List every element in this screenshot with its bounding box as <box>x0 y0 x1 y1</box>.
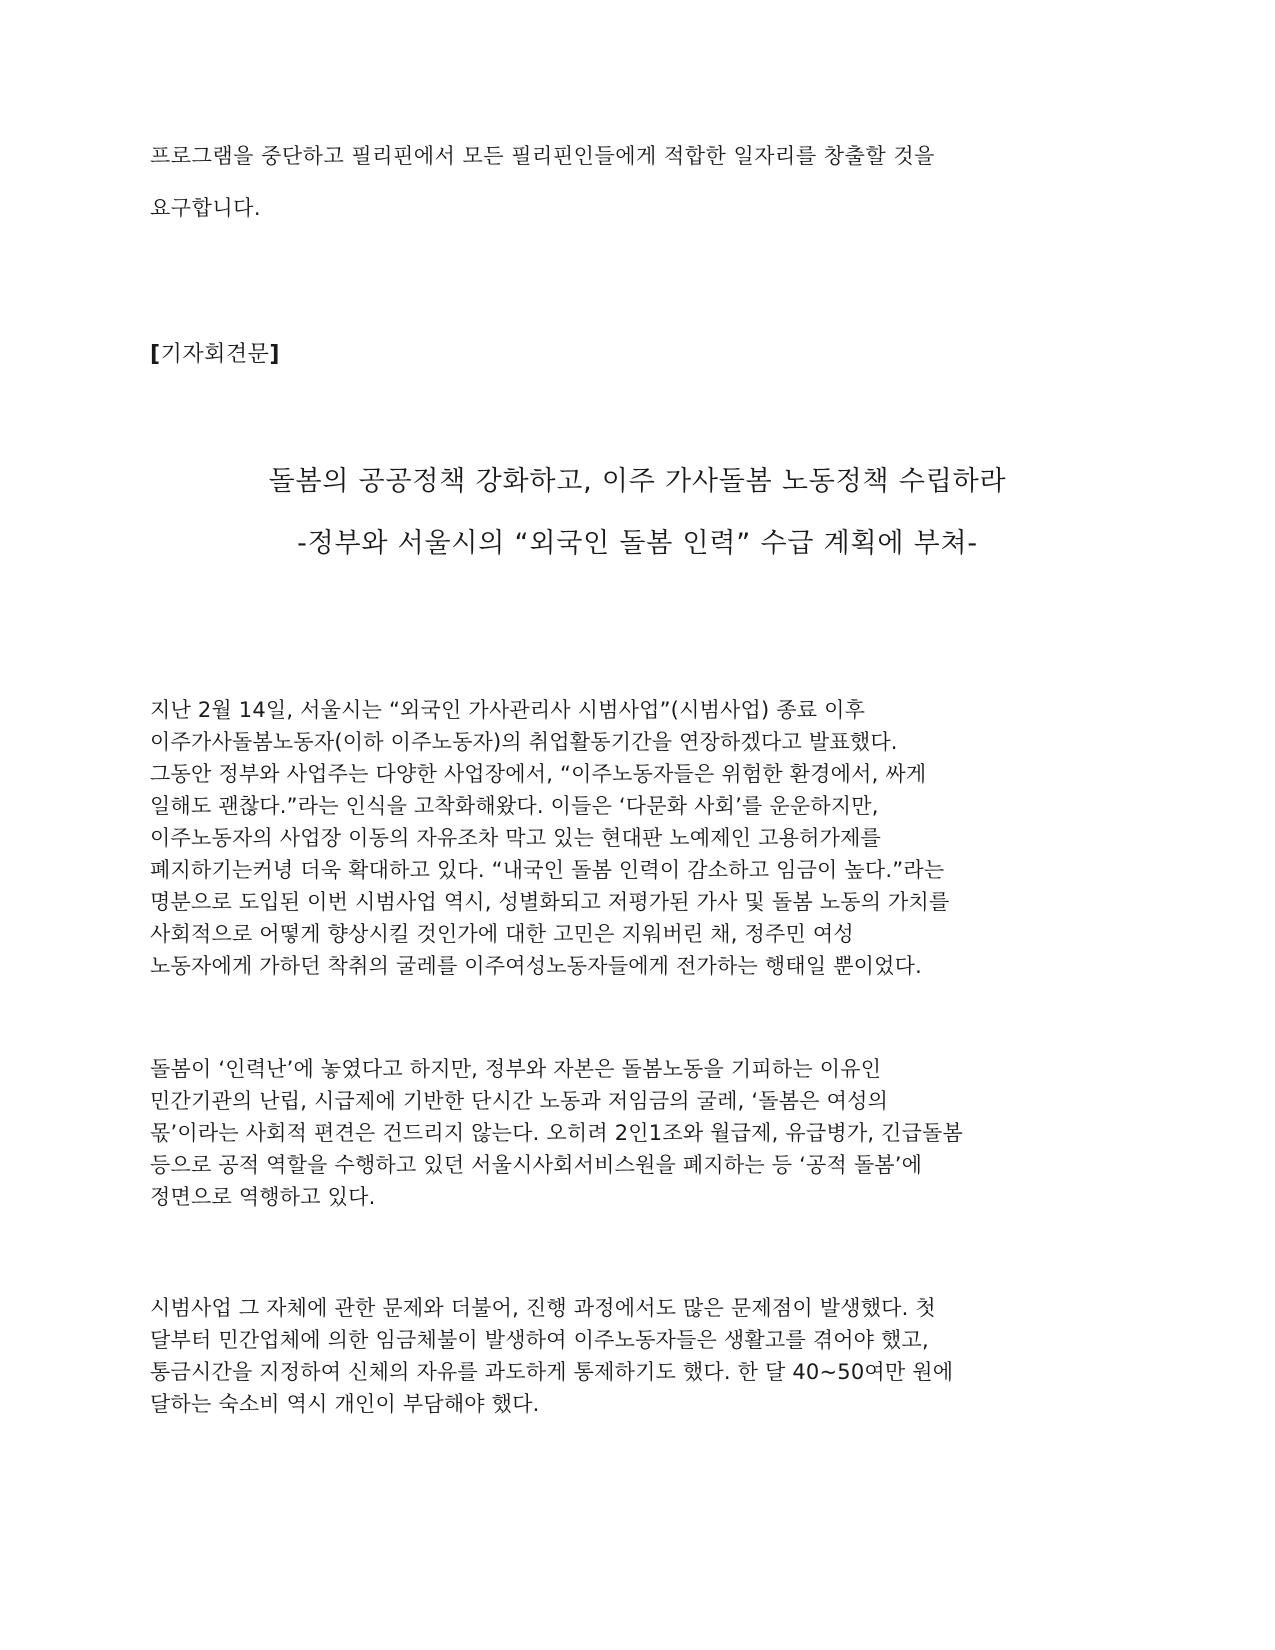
paragraph-3 <box>150 1292 1150 1420</box>
paragraph-line: 등으로 공적 역할을 수행하고 있던 서울시사회서비스원을 폐지하는 등 ‘공적 돌봄’에 <box>150 1153 923 1177</box>
document-subtitle: -정부와 서울시의 “외국인 돌봄 인력” 수급 계획에 부쳐- <box>297 528 978 559</box>
paragraph-2 <box>150 1053 1150 1213</box>
heading-open-bracket: [ <box>150 342 161 367</box>
paragraph-line: 돌봄이 ‘인력난’에 놓였다고 하지만, 정부와 자본은 돌봄노동을 기피하는 이유인 <box>150 1057 882 1081</box>
paragraph-line: 지난 2월 14일, 서울시는 “외국인 가사관리사 시범사업”(시범사업) 종료 이후 <box>150 698 866 722</box>
paragraph-line: 시범사업 그 자체에 관한 문제와 더불어, 진행 과정에서도 많은 문제점이 발생했다. 첫 <box>150 1296 936 1320</box>
intro-line-2: 요구합니다. <box>150 196 262 220</box>
paragraph-line: 이주가사돌봄노동자(이하 이주노동자)의 취업활동기간을 연장하겠다고 발표했다. <box>150 730 898 754</box>
paragraph-line: 정면으로 역행하고 있다. <box>150 1185 376 1209</box>
paragraph-line: 명분으로 도입된 이번 시범사업 역시, 성별화되고 저평가된 가사 및 돌봄 노동의 가치를 <box>150 890 950 914</box>
paragraph-line: 사회적으로 어떻게 향상시킬 것인가에 대한 고민은 지워버린 채, 정주민 여성 <box>150 922 854 946</box>
paragraph-line: 몫’이라는 사회적 편견은 건드리지 않는다. 오히려 2인1조와 월급제, 유급병가, 긴급돌봄 <box>150 1121 964 1145</box>
paragraph-line: 노동자에게 가하던 착취의 굴레를 이주여성노동자들에게 전가하는 행태일 뿐이었다. <box>150 954 923 978</box>
heading-close-bracket: ] <box>269 342 280 367</box>
paragraph-line: 달부터 민간업체에 의한 임금체불이 발생하여 이주노동자들은 생활고를 겪어야 했고, <box>150 1328 929 1352</box>
paragraph-line: 일해도 괜찮다.”라는 인식을 고착화해왔다. 이들은 ‘다문화 사회’를 운운하지만, <box>150 794 879 818</box>
document-title: 돌봄의 공공정책 강화하고, 이주 가사돌봄 노동정책 수립하라 <box>268 466 1007 497</box>
paragraph-line: 그동안 정부와 사업주는 다양한 사업장에서, “이주노동자들은 위험한 환경에서, 싸게 <box>150 762 927 786</box>
heading-text: 기자회견문 <box>160 342 270 367</box>
paragraph-line: 민간기관의 난립, 시급제에 기반한 단시간 노동과 저임금의 굴레, ‘돌봄은 여성의 <box>150 1089 889 1113</box>
paragraph-1 <box>150 694 1150 982</box>
section-heading <box>150 340 280 370</box>
paragraph-line: 통금시간을 지정하여 신체의 자유를 과도하게 통제하기도 했다. 한 달 40~50여만 원에 <box>150 1360 954 1384</box>
paragraph-line: 달하는 숙소비 역시 개인이 부담해야 했다. <box>150 1392 540 1416</box>
intro-line-1: 프로그램을 중단하고 필리핀에서 모든 필리핀인들에게 적합한 일자리를 창출할 것을 <box>150 144 935 168</box>
paragraph-line: 폐지하기는커녕 더욱 확대하고 있다. “내국인 돌봄 인력이 감소하고 임금이 높다.”라는 <box>150 858 945 882</box>
paragraph-line: 이주노동자의 사업장 이동의 자유조차 막고 있는 현대판 노예제인 고용허가제를 <box>150 826 882 850</box>
